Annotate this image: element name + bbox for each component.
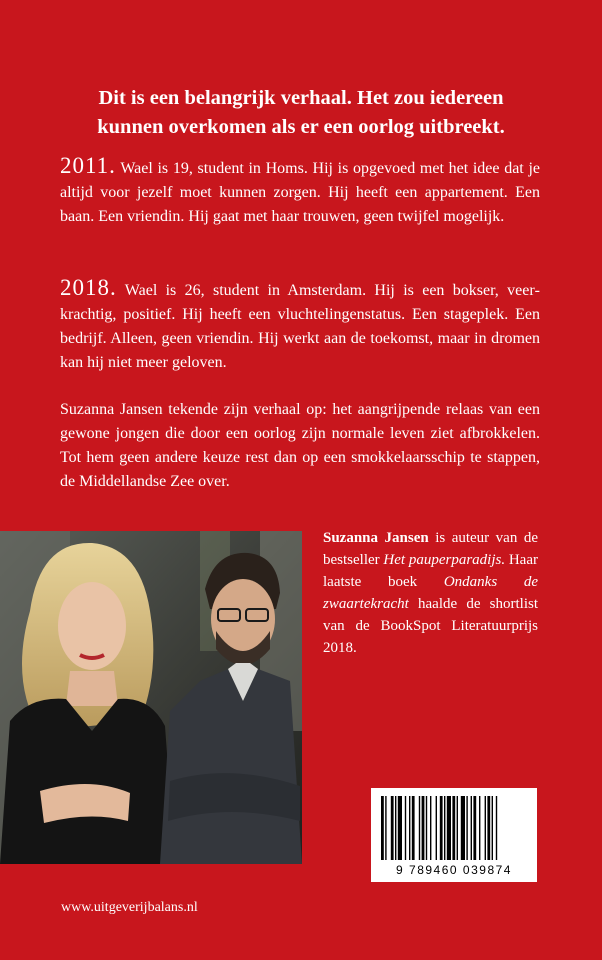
author-bio-part-2: Haar laatste boek: [323, 552, 538, 590]
tagline-line-1: Dit is een belangrijk verhaal. Het zou iedereen: [98, 87, 504, 109]
barcode-bar: [419, 796, 420, 860]
tagline: [40, 84, 562, 142]
barcode-bar: [485, 796, 486, 860]
publisher-website[interactable]: www.uitgeverijbalans.nl: [61, 900, 198, 915]
tagline-line-2: kunnen overkomen als er een oorlog uitbreekt.: [97, 116, 505, 138]
paragraph-2011: [60, 154, 540, 229]
isbn-barcode: [371, 788, 537, 882]
barcode-bar: [487, 796, 490, 860]
barcode-bar: [457, 796, 458, 860]
author-bio-part-1: is auteur van de bestseller: [323, 530, 538, 568]
paragraph-2018-text: Wael is 26, student in Amsterdam. Hij is een bokser, veerkrachtig, positief. Hij heeft een vluchtelingenstatus. Een stageplek. Een bedrijf. Alleen, geen vriendin. Hij werkt aan de toekomst, maar in dromen kan hij niet meer geloven.: [60, 282, 540, 371]
barcode-bar: [479, 796, 480, 860]
barcode-bar: [422, 796, 425, 860]
barcode-bar: [447, 796, 451, 860]
barcode-bar: [492, 796, 493, 860]
author-name: Suzanna Jansen: [323, 530, 429, 546]
barcode-bar: [444, 796, 445, 860]
book-title-2: Ondanks de zwaartekracht: [323, 574, 538, 612]
barcode-bar: [381, 796, 384, 860]
barcode-bar: [398, 796, 402, 860]
barcode-bar: [466, 796, 467, 860]
barcode-bar: [405, 796, 406, 860]
barcode-bar: [409, 796, 410, 860]
author-bio: [323, 527, 538, 659]
barcode-bar: [426, 796, 427, 860]
barcode-bar: [473, 796, 476, 860]
barcode-bar: [452, 796, 455, 860]
author-bio-part-3: haalde de shortlist van de BookSpot Literatuurprijs 2018.: [323, 596, 538, 656]
barcode-bar: [385, 796, 386, 860]
year-2011: 2011.: [60, 153, 116, 178]
barcode-bar: [461, 796, 465, 860]
year-2018: 2018.: [60, 275, 117, 300]
author-photo: [0, 531, 302, 864]
barcode-bar: [440, 796, 443, 860]
barcode-bar: [436, 796, 437, 860]
book-title-1: Het pauperparadijs.: [383, 552, 506, 568]
barcode-bar: [430, 796, 431, 860]
barcode-bar: [471, 796, 472, 860]
paragraph-2018: [60, 276, 540, 375]
barcode-bar: [391, 796, 394, 860]
barcode-bar: [496, 796, 497, 860]
isbn-number: 9 789460 039874: [396, 863, 512, 877]
summary-paragraph: Suzanna Jansen tekende zijn verhaal op: het aangrijpende relaas van een gewone jongen die door een oorlog zijn normale leven ziet afbrokkelen. Tot hem geen andere keuze rest dan op een smokkelaarsschip te stappen, de Middellandse Zee over.: [60, 401, 540, 490]
barcode-bar: [395, 796, 396, 860]
paragraph-2011-text: Wael is 19, student in Homs. Hij is opgevoed met het idee dat je altijd voor jezelf moet kunnen zorgen. Hij heeft een appartement. Een baan. Een vriendin. Hij gaat met haar trouwen, geen twijfel mogelijk.: [60, 160, 540, 225]
barcode-bar: [412, 796, 415, 860]
